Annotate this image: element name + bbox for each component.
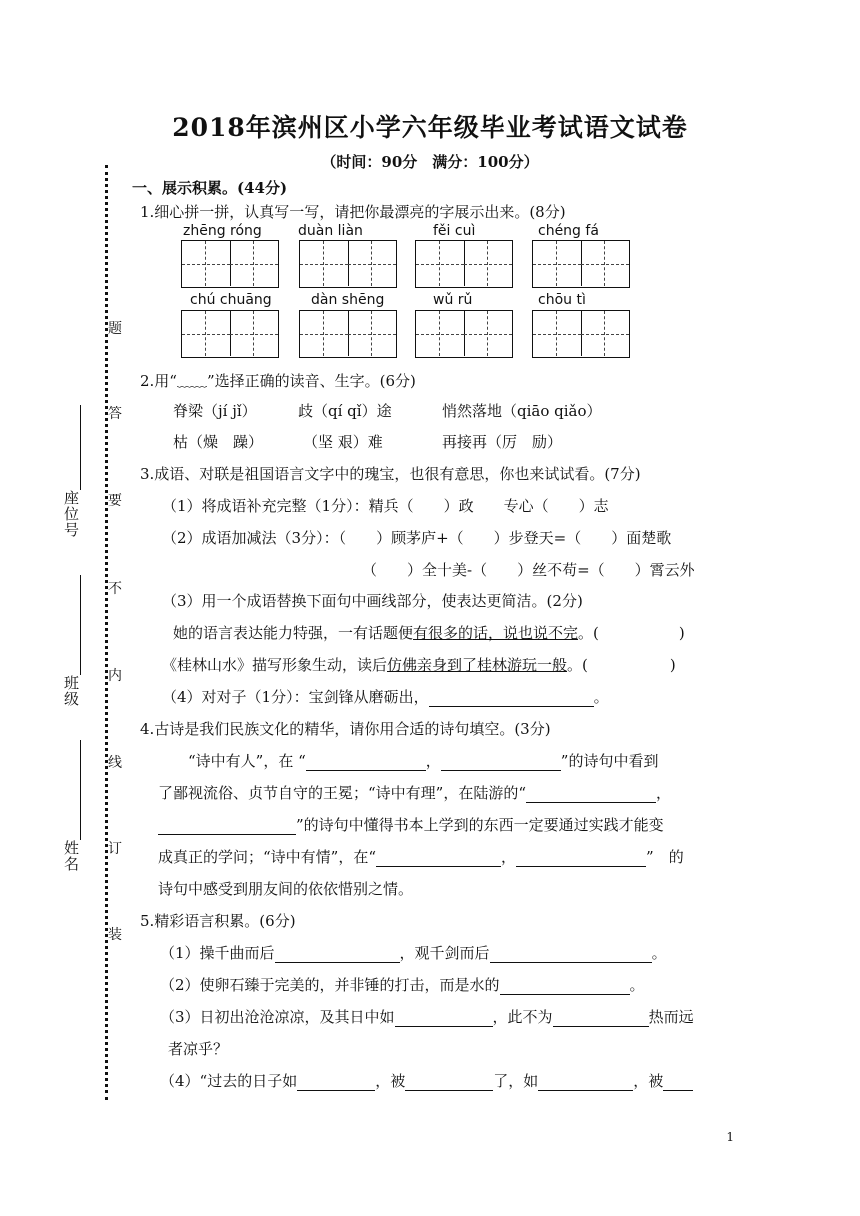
answer-blank[interactable] [275,946,400,964]
poem-line-5: 诗句中感受到朋友间的依依惜别之情。 [158,880,414,898]
quote-3 [160,1006,694,1027]
answer-blank[interactable] [490,946,652,964]
sentence-1-text: 她的语言表达能力特强，一有话题便 [173,624,414,642]
binding-word: 不 [108,581,122,597]
pinyin-label: duàn liàn [298,223,363,239]
sentence-2-end: 。( [567,656,588,674]
question-3-part-4 [162,686,609,707]
class-label: 班级 [64,674,80,708]
sentence-2-text: 《桂林山水》描写形象生动，读后 [162,656,388,674]
choice-item[interactable]: 悄然落地（qiāo qiǎo） [442,402,602,420]
question-3-part-1: （1）将成语补充完整（1分）：精兵（ ）政 专心（ ）志 [162,497,609,515]
text: ，观千剑而后 [399,944,490,962]
answer-blank[interactable] [500,978,630,996]
writing-grid[interactable] [415,240,513,288]
quote-4 [160,1070,693,1091]
text: ”的诗句中看到 [560,752,659,770]
binding-word: 装 [108,927,122,943]
answer-blank[interactable] [538,1074,633,1092]
seat-number-field[interactable] [80,405,81,490]
sentence-1-underlined: 有很多的话，说也说不完 [413,624,579,642]
section-heading: 一、展示积累。(44分) [132,179,288,197]
sentence-2 [162,654,676,675]
binding-word: 要 [108,493,122,509]
text: ， [501,848,517,866]
text: ” 的 [646,848,684,866]
poem-line-1 [188,750,658,771]
answer-blank[interactable] [297,1074,375,1092]
pinyin-label: wǔ rǔ [433,292,473,308]
question-4: 4.古诗是我们民族文化的精华，请你用合适的诗句填空。(3分) [140,720,551,738]
binding-word: 题 [108,321,122,337]
pinyin-label: chōu tì [538,292,586,308]
answer-blank[interactable] [395,1010,493,1028]
quote-3-cont: 者凉乎？ [168,1040,229,1058]
answer-blank[interactable] [553,1010,649,1028]
paren-close: ) [669,656,676,674]
text: ， [425,752,441,770]
text: （1）操千曲而后 [160,944,275,962]
choice-item[interactable]: 歧（qí qǐ）途 [298,402,392,420]
question-3: 3.成语、对联是祖国语言文字中的瑰宝，也很有意思，你也来试试看。(7分) [140,465,641,483]
sentence-2-underlined: 仿佛亲身到了桂林游玩一般 [387,656,568,674]
text: ，被 [375,1072,406,1090]
text: （2）使卵石臻于完美的，并非锤的打击，而是水的 [160,976,500,994]
text: ， [656,784,672,802]
seat-number-label: 座位号 [64,489,80,539]
pinyin-label: chéng fá [538,223,599,239]
text: 。 [651,944,667,962]
question-2: 2.用“﹏﹏”选择正确的读音、生字。(6分) [140,372,416,390]
pinyin-label: dàn shēng [311,292,385,308]
text: 热而远 [648,1008,694,1026]
binding-word: 订 [108,841,122,857]
page-number: 1 [726,1130,734,1144]
binding-word: 内 [108,668,122,684]
answer-blank[interactable] [376,850,501,868]
question-5: 5.精彩语言积累。(6分) [140,912,296,930]
couplet-prompt: （4）对对子（1分）：宝剑锋从磨砺出， [162,688,429,706]
text: 。 [629,976,645,994]
text: ，被 [633,1072,664,1090]
question-3-part-2: （2）成语加减法（3分）：（ ）顾茅庐+（ ）步登天=（ ）面楚歌 [162,529,672,547]
answer-blank[interactable] [429,690,594,708]
question-1: 1.细心拼一拼，认真写一写，请把你最漂亮的字展示出来。(8分) [140,203,566,221]
question-3-part-3: （3）用一个成语替换下面句中画线部分，使表达更简洁。(2分) [162,592,583,610]
pinyin-label: chú chuāng [190,292,272,308]
poem-line-2 [158,782,671,803]
text: ”的诗句中懂得书本上学到的东西一定要通过实践才能变 [296,816,664,834]
text: 了鄙视流俗、贞节自守的王冕；“诗中有理”，在陆游的“ [158,784,527,802]
question-3-part-2b: （ ）全十美-（ ）丝不苟=（ ）霄云外 [362,561,695,579]
writing-grid[interactable] [299,240,397,288]
choice-item[interactable]: 脊梁（jí jǐ） [173,402,257,420]
answer-blank[interactable] [526,786,656,804]
exam-info: （时间：90分 满分：100分） [321,153,539,171]
poem-line-4 [158,846,684,867]
pinyin-label: zhēng róng [183,223,262,239]
choice-item[interactable]: （坚 艰）难 [303,433,383,451]
quote-1 [160,942,667,963]
answer-blank[interactable] [158,818,296,836]
page-title: 2018年滨州区小学六年级毕业考试语文试卷 [172,113,688,142]
text: ，此不为 [492,1008,553,1026]
text: 成真正的学问；“诗中有情”，在“ [158,848,377,866]
answer-blank[interactable] [441,754,561,772]
writing-grid[interactable] [532,310,630,358]
writing-grid[interactable] [181,310,279,358]
answer-blank[interactable] [405,1074,493,1092]
text: “诗中有人”，在 “ [188,752,306,770]
sentence-1-end: 。( [578,624,599,642]
writing-grid[interactable] [299,310,397,358]
name-label: 姓名 [64,839,80,873]
binding-word: 答 [108,406,122,422]
choice-item[interactable]: 枯（燥 躁） [173,433,264,451]
answer-blank[interactable] [663,1074,693,1092]
writing-grid[interactable] [415,310,513,358]
text: （4）“过去的日子如 [160,1072,298,1090]
name-field[interactable] [80,740,81,840]
text: （3）日初出沧沧凉凉，及其日中如 [160,1008,395,1026]
choice-item[interactable]: 再接再（厉 励） [442,433,563,451]
writing-grid[interactable] [532,240,630,288]
writing-grid[interactable] [181,240,279,288]
paren-close: ) [678,624,685,642]
text: 了，如 [493,1072,539,1090]
answer-blank[interactable] [306,754,426,772]
binding-word: 线 [108,755,122,771]
quote-2 [160,974,645,995]
answer-blank[interactable] [516,850,646,868]
class-field[interactable] [80,575,81,675]
binding-dotted-line [105,165,108,1100]
pinyin-label: fěi cuì [433,223,476,239]
poem-line-3 [158,814,664,835]
period: 。 [593,688,609,706]
sentence-1 [173,622,685,643]
